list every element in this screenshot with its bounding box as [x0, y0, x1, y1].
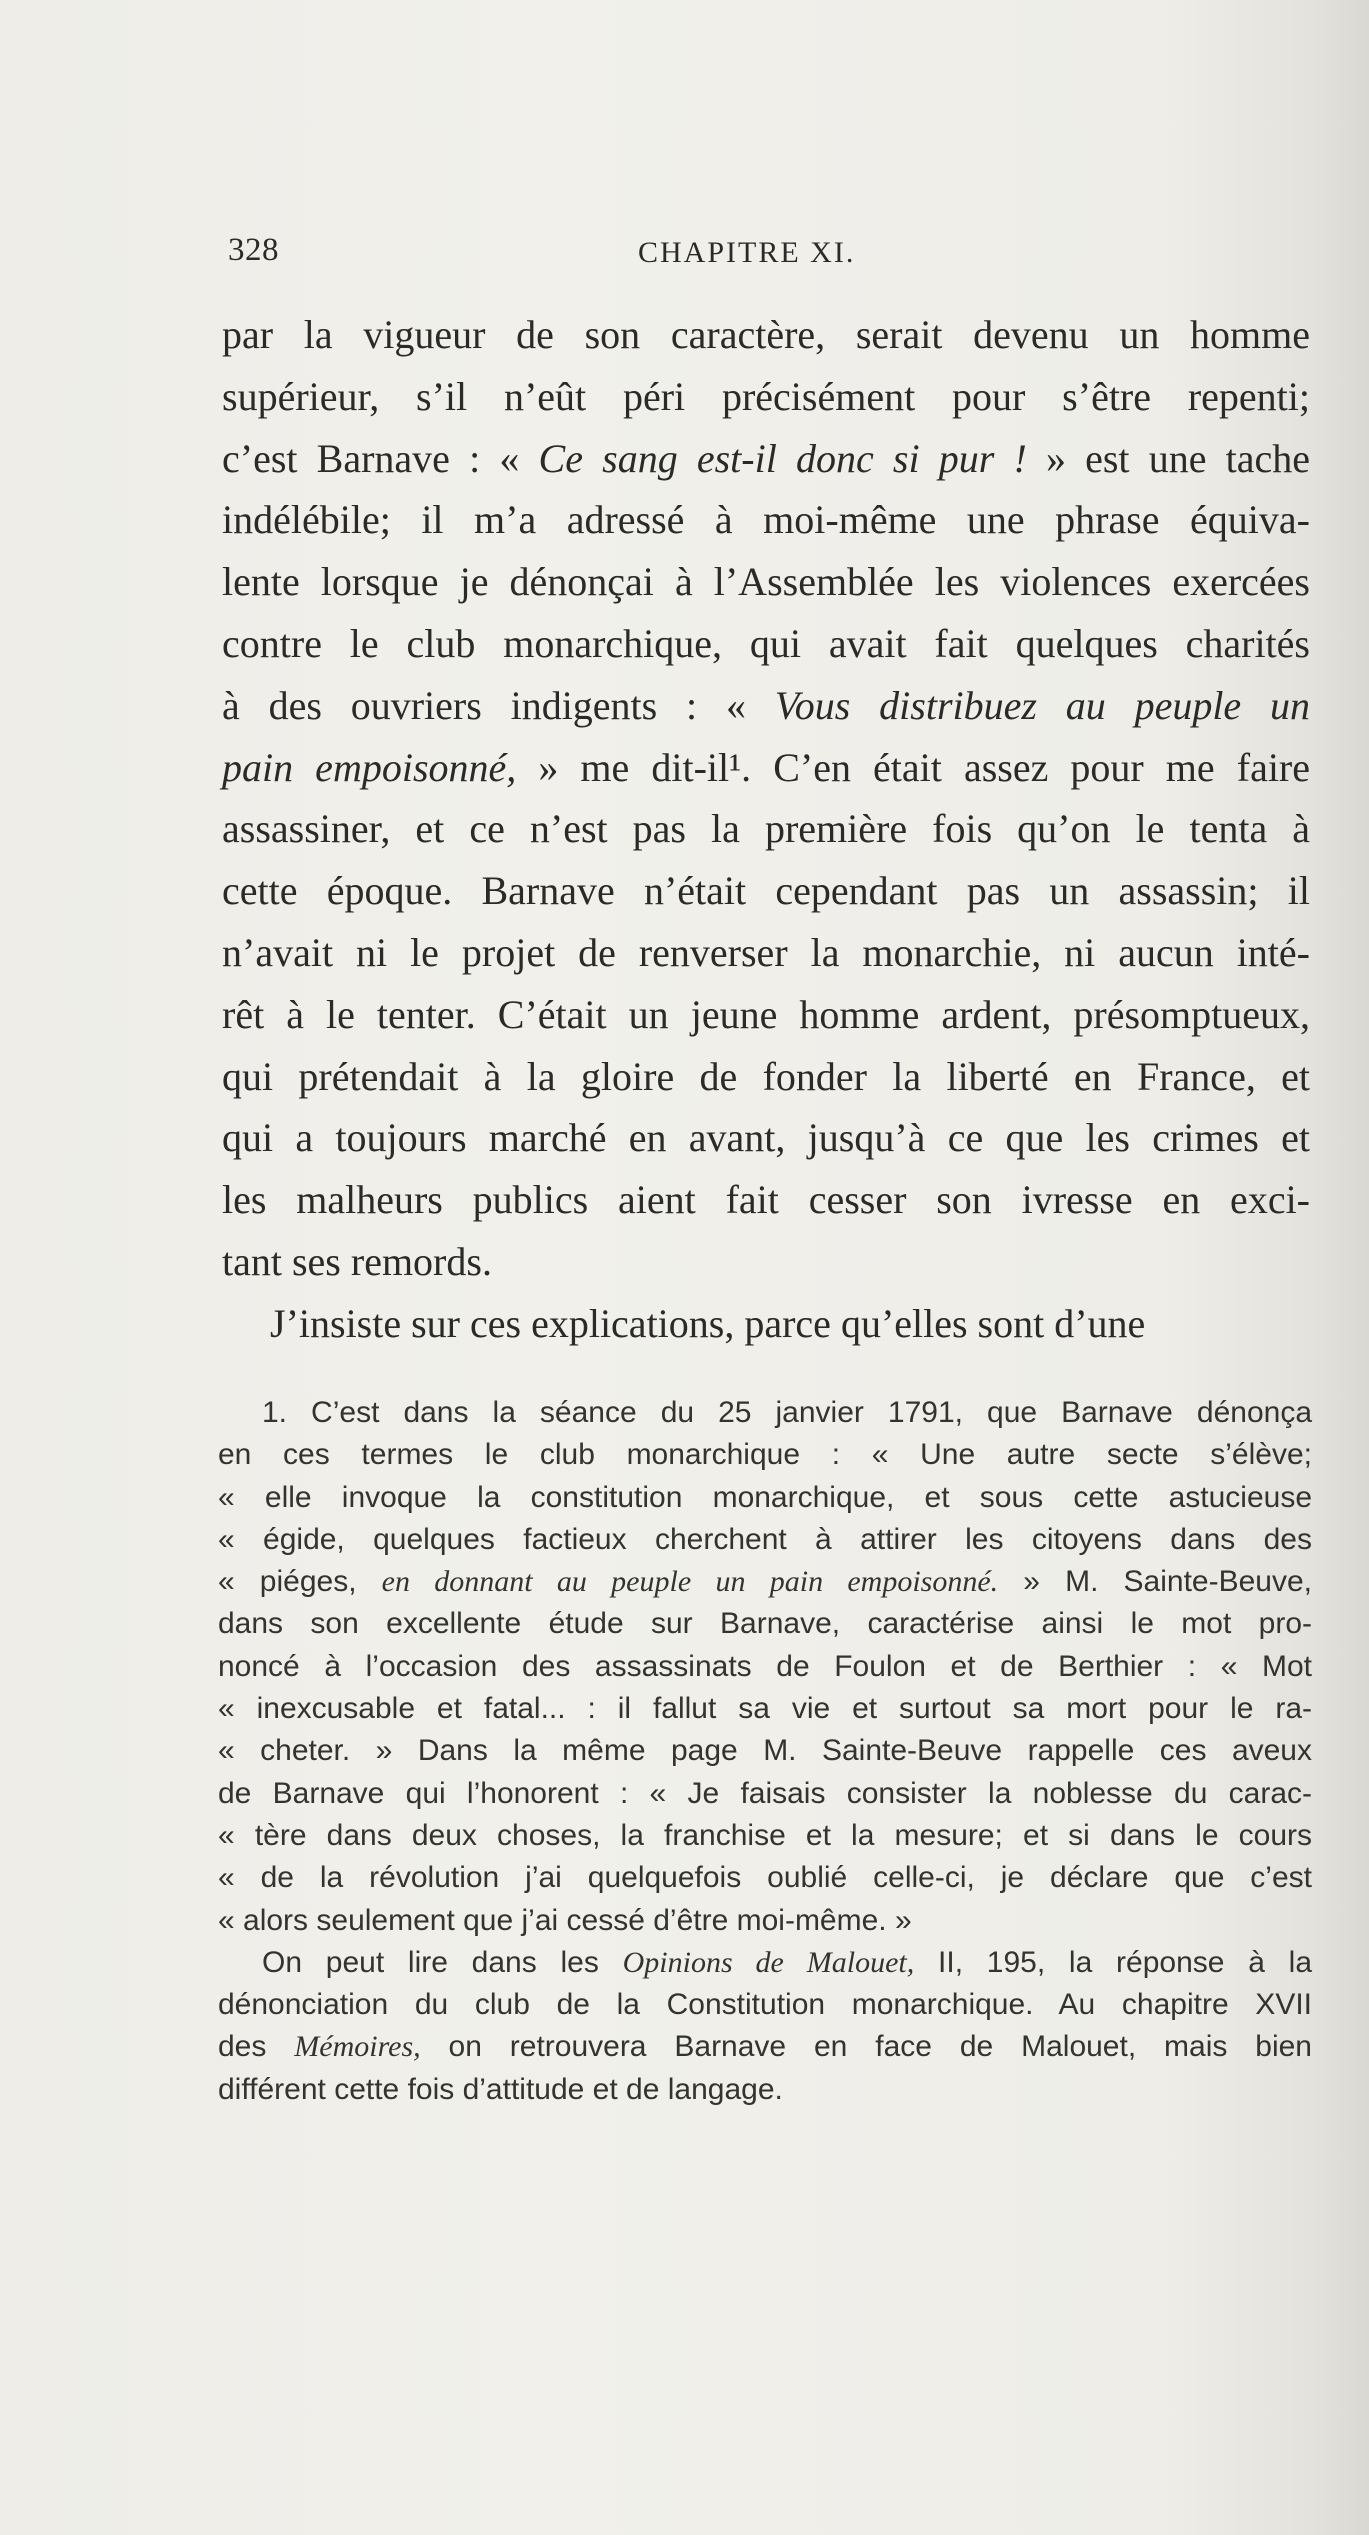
text-line: par la vigueur de son caractère, serait devenu un homme: [222, 312, 1310, 357]
italic-quote: Ce sang est-il donc si pur !: [538, 435, 1027, 481]
text-line: assassiner, et ce n’est pas la première fois qu’on le tenta à: [222, 806, 1310, 852]
book-title: Mémoires,: [294, 2030, 421, 2064]
footnote-line: [218, 2026, 1312, 2068]
footnote-line: « alors seulement que j’ai cessé d’être moi-même. »: [218, 1903, 912, 1937]
text-line: [222, 737, 1310, 799]
main-text: [222, 304, 1310, 1355]
text-line: n’avait ni le projet de renverser la monarchie, ni aucun inté-: [222, 929, 1310, 975]
italic-quote: Vous distribuez au peuple un: [774, 682, 1310, 728]
footnote-line: « cheter. » Dans la même page M. Sainte-Beuve rappelle ces aveux: [218, 1734, 1312, 1768]
text-line: indélébile; il m’a adressé à moi-même une phrase équiva-: [222, 497, 1310, 543]
footnote-line: en ces termes le club monarchique : « Une autre secte s’élève;: [218, 1438, 1312, 1472]
text-run: on retrouvera Barnave en face de Malouet, mais bien: [420, 2030, 1312, 2064]
footnote-line: noncé à l’occasion des assassinats de Foulon et de Berthier : « Mot: [218, 1649, 1312, 1683]
text-line: les malheurs publics aient fait cesser son ivresse en exci-: [222, 1177, 1310, 1223]
book-title: Opinions de Malouet,: [622, 1945, 915, 1979]
page-number: 328: [228, 232, 279, 268]
footnote-line: dénonciation du club de la Constitution monarchique. Au chapitre XVII: [218, 1988, 1312, 2022]
text-run: à des ouvriers indigents : «: [222, 682, 775, 728]
running-head: CHAPITRE XI.: [638, 236, 856, 269]
text-run: des: [218, 2030, 295, 2064]
text-run: » est une tache: [1026, 435, 1310, 481]
text-run: » me dit-il¹. C’en était assez pour me faire: [516, 744, 1311, 790]
text-line: tant ses remords.: [222, 1238, 492, 1284]
footnote-line: « inexcusable et fatal... : il fallut sa vie et surtout sa mort pour le ra-: [218, 1692, 1312, 1726]
text-run: II, 195, la réponse à la: [914, 1945, 1312, 1979]
text-run: c’est Barnave : «: [222, 435, 539, 481]
text-line: qui prétendait à la gloire de fonder la liberté en France, et: [222, 1053, 1310, 1099]
italic-quote: en donnant au peuple un pain empoisonné.: [381, 1565, 999, 1599]
text-run: On peut lire dans les: [262, 1945, 623, 1979]
footnote-line: [218, 1942, 1312, 1984]
footnote-line: [218, 1561, 1312, 1603]
text-line: rêt à le tenter. C’était un jeune homme ardent, présomptueux,: [222, 991, 1310, 1037]
text-line: lente lorsque je dénonçai à l’Assemblée les violences exercées: [222, 559, 1310, 605]
footnote-line: différent cette fois d’attitude et de langage.: [218, 2072, 783, 2106]
text-line: supérieur, s’il n’eût péri précisément pour s’être repenti;: [222, 373, 1310, 419]
text-line: cette époque. Barnave n’était cependant pas un assassin; il: [222, 868, 1310, 914]
footnote-line: de Barnave qui l’honorent : « Je faisais consister la noblesse du carac-: [218, 1776, 1312, 1810]
text-run: « piéges,: [218, 1565, 382, 1599]
page-header: [228, 232, 1308, 288]
footnote-line: « de la révolution j’ai quelquefois oublié celle-ci, je déclare que c’est: [218, 1861, 1312, 1895]
italic-quote: pain empoisonné,: [222, 744, 517, 790]
text-line: [222, 428, 1310, 490]
text-line: [222, 675, 1310, 737]
text-line: contre le club monarchique, qui avait fait quelques charités: [222, 620, 1310, 666]
footnote-line: 1. C’est dans la séance du 25 janvier 1791, que Barnave dénonça: [262, 1396, 1312, 1429]
text-run: » M. Sainte-Beuve,: [998, 1565, 1313, 1599]
footnote-line: « égide, quelques factieux cherchent à attirer les citoyens dans des: [218, 1522, 1312, 1556]
text-line: J’insiste sur ces explications, parce qu’elles sont d’une: [270, 1300, 1146, 1346]
footnote-line: « tère dans deux choses, la franchise et la mesure; et si dans le cours: [218, 1818, 1312, 1852]
footnotes: [218, 1392, 1312, 2111]
footnote-line: dans son excellente étude sur Barnave, caractérise ainsi le mot pro-: [218, 1607, 1312, 1641]
text-line: qui a toujours marché en avant, jusqu’à ce que les crimes et: [222, 1115, 1310, 1161]
footnote-line: « elle invoque la constitution monarchique, et sous cette astucieuse: [218, 1480, 1312, 1514]
